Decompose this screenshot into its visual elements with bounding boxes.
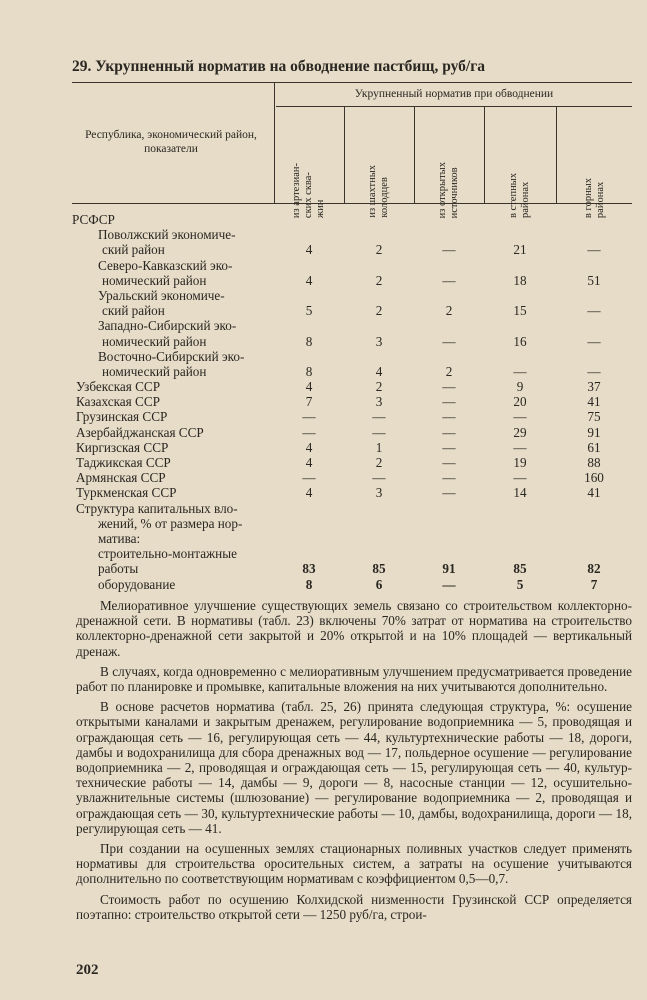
row-label: строительно-монтажные (98, 546, 237, 562)
table-row (72, 455, 632, 470)
table-cell: — (442, 485, 456, 501)
column-header-open-sources: из открытых источников (437, 161, 460, 218)
table-cell: 37 (587, 379, 601, 395)
table-cell: — (302, 409, 316, 425)
table-cell: — (442, 242, 456, 258)
row-label: ский район (102, 303, 165, 319)
table-cell: 14 (513, 485, 527, 501)
table-cell: — (302, 470, 316, 486)
table-cell: 2 (375, 272, 383, 288)
row-label: Узбекская ССР (76, 379, 161, 395)
table-cell: 6 (375, 576, 383, 592)
table-cell: — (513, 409, 527, 425)
group-header-rule (276, 106, 632, 107)
table-cell: 5 (305, 303, 313, 319)
table-row (72, 577, 632, 592)
table-cell: 2 (445, 303, 453, 319)
table-cell: 7 (305, 394, 313, 410)
row-label: Таджикская ССР (76, 455, 171, 470)
table-cell: 4 (305, 439, 313, 455)
paragraph: При создании на осушенных землях стационарных поливных участков следует применять нормативы для строительства оросительных систем, а затраты на осушение учитываются дополнительно по соответствующим нормативам с коэффициентом 0,5—0,7. (76, 841, 632, 887)
table-cell: — (372, 470, 386, 486)
table-cell: — (372, 409, 386, 425)
page-number: 202 (76, 962, 99, 978)
table-cell: 3 (375, 394, 383, 410)
table-cell: 19 (513, 455, 527, 470)
table-cell: — (442, 272, 456, 288)
table-cell: 5 (516, 576, 524, 592)
paragraph: Мелиоративное улучшение существующих земель связано со строительством коллекторно-дренажной сети. В нормативы (табл. 23) включены 70% затрат от норматива на строительство коллекторно-дренажной сети закрытой и 20% открытой и на 10% площадей — вертикальный дренаж. (76, 598, 632, 659)
table-row (72, 334, 632, 349)
table-row (72, 561, 632, 576)
row-label: Уральский экономиче- (98, 287, 225, 303)
table-cell: 3 (375, 333, 383, 349)
table-body (72, 212, 632, 592)
table-cell: 20 (513, 394, 527, 410)
table-cell: — (302, 424, 316, 440)
table-row (72, 531, 632, 546)
paragraph: В случаях, когда одновременно с мелиоративным улучшением предусматривается проведение работ по планировке и промывке, капитальные вложения на них учитываются дополнительно. (76, 663, 632, 695)
table-cell: 8 (305, 333, 313, 349)
table-cell: 15 (513, 303, 527, 319)
table-row (72, 501, 632, 516)
table-cell: — (587, 333, 601, 349)
row-label: Казахская ССР (76, 394, 160, 410)
column-header-mountain: в горных районах (583, 177, 606, 218)
row-label: номический район (102, 363, 207, 379)
table-cell: — (442, 379, 456, 395)
table-cell: — (587, 242, 601, 258)
table-cell: — (442, 333, 456, 349)
row-label: номический район (102, 333, 207, 349)
row-label: РСФСР (72, 212, 115, 227)
table-row (72, 394, 632, 409)
table-cell: 61 (587, 439, 601, 455)
table-cell: 16 (513, 333, 527, 349)
row-label: Армянская ССР (76, 470, 166, 486)
table-cell: 85 (372, 561, 386, 577)
table-cell: 91 (587, 424, 601, 440)
table-row (72, 364, 632, 379)
table-row (72, 318, 632, 333)
row-label: Северо-Кавказский эко- (98, 257, 233, 273)
table-cell: 51 (587, 272, 601, 288)
row-label: Западно-Сибирский эко- (98, 318, 237, 334)
table-cell: — (442, 576, 456, 592)
row-label: ский район (102, 242, 165, 258)
table-row (72, 485, 632, 500)
table-cell: — (442, 394, 456, 410)
table-row (72, 303, 632, 318)
header-divider (274, 83, 275, 203)
row-label: номический район (102, 272, 207, 288)
table-cell: 8 (305, 363, 313, 379)
table-cell: 88 (587, 455, 601, 470)
row-label: Восточно-Сибирский эко- (98, 348, 245, 364)
top-rule (72, 82, 632, 83)
table-cell: 1 (375, 439, 383, 455)
table-cell: 41 (587, 394, 601, 410)
row-label: оборудование (98, 576, 176, 592)
table-cell: 29 (513, 424, 527, 440)
table-cell: 4 (305, 272, 313, 288)
table-row (72, 349, 632, 364)
table-cell: 4 (305, 455, 313, 470)
table-cell: 2 (375, 242, 383, 258)
table-cell: 82 (587, 561, 601, 577)
row-label: Структура капитальных вло- (76, 500, 238, 516)
table-row (72, 516, 632, 531)
table-row (72, 379, 632, 394)
table-row (72, 288, 632, 303)
column-divider (344, 106, 345, 203)
table-cell: 8 (305, 576, 313, 592)
table-title: 29. Укрупненный норматив на обводнение пастбищ, руб/га (72, 58, 486, 75)
row-label: матива: (98, 530, 141, 546)
table-cell: 4 (305, 242, 313, 258)
table-cell: — (442, 424, 456, 440)
table-cell: — (442, 439, 456, 455)
paragraph: Стоимость работ по осушению Колхидской низменности Грузинской ССР определяется поэтапно: строительство открытой сети — 1250 руб/га, строи- (76, 891, 632, 922)
table-cell: 2 (375, 303, 383, 319)
table-cell: 85 (513, 561, 527, 577)
row-header: Республика, экономический район, показатели (85, 129, 257, 155)
table-cell: 2 (375, 455, 383, 470)
table-cell: — (442, 455, 456, 470)
row-label: Азербайджанская ССР (76, 424, 204, 440)
table-cell: 160 (584, 470, 604, 486)
table-cell: 7 (590, 576, 598, 592)
row-label: Киргизская ССР (76, 439, 169, 455)
column-header-steppe: в степных районах (508, 172, 531, 218)
table-cell: 4 (305, 485, 313, 501)
table-row (72, 425, 632, 440)
table-cell: 9 (516, 379, 524, 395)
row-label: работы (98, 561, 139, 577)
row-label: Туркменская ССР (76, 485, 177, 501)
table-row (72, 258, 632, 273)
table-cell: 2 (445, 363, 453, 379)
table-cell: 4 (375, 363, 383, 379)
table-cell: 3 (375, 485, 383, 501)
table-cell: 18 (513, 272, 527, 288)
table-cell: 41 (587, 485, 601, 501)
table-cell: — (442, 470, 456, 486)
table-row (72, 227, 632, 242)
table-cell: 21 (513, 242, 527, 258)
table-row (72, 212, 632, 227)
table-cell: 83 (302, 561, 316, 577)
table-cell: 2 (375, 379, 383, 395)
column-header-artesian: из артезиан- ских сква- жин (291, 162, 326, 218)
table-cell: 91 (442, 561, 456, 577)
row-label: Поволжский экономиче- (98, 227, 236, 243)
table-cell: — (587, 303, 601, 319)
column-header-shaft-wells: из шахтных колодцев (367, 165, 390, 218)
table-cell: 75 (587, 409, 601, 425)
column-divider (484, 106, 485, 203)
table-cell: 4 (305, 379, 313, 395)
table-cell: — (513, 470, 527, 486)
table-cell: — (513, 363, 527, 379)
table-row (72, 242, 632, 257)
column-divider (414, 106, 415, 203)
table-row (72, 273, 632, 288)
row-label: Грузинская ССР (76, 409, 168, 425)
body-text (76, 598, 632, 927)
table-cell: — (513, 439, 527, 455)
row-label: жений, % от размера нор- (98, 515, 243, 531)
table-cell: — (442, 409, 456, 425)
table-row (72, 409, 632, 424)
group-header: Укрупненный норматив при обводнении (354, 88, 554, 100)
column-divider (556, 106, 557, 203)
table-row (72, 546, 632, 561)
table-cell: — (587, 363, 601, 379)
table-row (72, 440, 632, 455)
table-row (72, 470, 632, 485)
paragraph: В основе расчетов норматива (табл. 25, 26) принята следующая структура, %: осушение открытыми каналами и закрытым дренажем, регулирование водоприемника — 5, проводящая и ограждающая сеть — 16, регулирующая сеть — 44, культуртехнические работы — 18, дороги, дамбы и водохранилища для сбора дренажных вод — 17, польдерное осушение — регулирование водоприемника — 2, проводящая и ограждающая сеть — 15, регулирующая сеть — 40, культур-технические работы — 14, дамбы — 9, дороги — 8, насосные станции — 12, осушительно-увлажнительные системы (шлюзование) — регулирование водоприемника — 2, проводящая и ограждающая сеть — 30, культуртехнические работы — 10, дамбы, водохранилища, дороги — 18, регулирующая сеть — 41. (76, 699, 632, 836)
table-cell: — (372, 424, 386, 440)
